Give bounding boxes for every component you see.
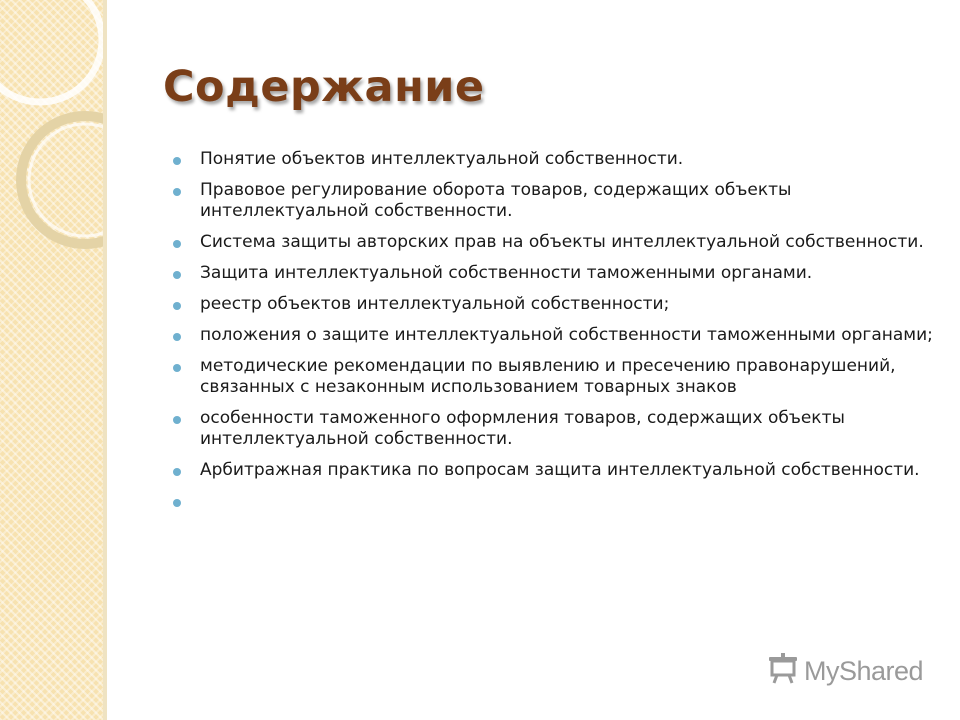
bullet-icon (173, 188, 181, 196)
bullet-icon (173, 271, 181, 279)
bullet-icon (173, 302, 181, 310)
list-item-text: Система защиты авторских прав на объекты интеллектуальной собственности. (200, 232, 924, 252)
list-item-text: методические рекомендации по выявлению и пресечению правонарушений, связанных с незаконным использованием товарных знаков (200, 356, 918, 397)
bullet-icon (173, 157, 181, 165)
list-item-text: реестр объектов интеллектуальной собственности; (200, 294, 670, 314)
bullet-icon (173, 499, 181, 507)
content-list (173, 149, 933, 522)
list-item-text: Понятие объектов интеллектуальной собственности. (200, 149, 684, 169)
list-item (173, 149, 933, 170)
list-item-empty (173, 491, 933, 512)
watermark-logo (766, 651, 923, 692)
list-item (173, 294, 933, 315)
list-item (173, 180, 933, 222)
projector-icon (766, 651, 800, 692)
bullet-icon (173, 240, 181, 248)
list-item (173, 460, 933, 481)
watermark-text: MyShared (804, 656, 924, 686)
bullet-icon (173, 468, 181, 476)
list-item (173, 408, 933, 450)
slide-title: Содержание (163, 62, 485, 112)
list-item (173, 356, 933, 398)
bullet-icon (173, 333, 181, 341)
list-item (173, 325, 933, 346)
decorative-rings (0, 0, 107, 720)
list-item (173, 263, 933, 284)
list-item-text: Правовое регулирование оборота товаров, содержащих объекты интеллектуальной собственности. (200, 180, 792, 221)
list-item-text: особенности таможенного оформления товаров, содержащих объекты интеллектуальной собственности. (200, 408, 845, 449)
list-item-text: положения о защите интеллектуальной собственности таможенными органами; (200, 325, 933, 345)
bullet-icon (173, 364, 181, 372)
list-item-text: Защита интеллектуальной собственности таможенными органами. (200, 263, 813, 283)
bullet-icon (173, 416, 181, 424)
list-item-text: Арбитражная практика по вопросам защита интеллектуальной собственности. (200, 460, 920, 480)
list-item (173, 232, 933, 253)
decorative-sidebar (0, 0, 107, 720)
